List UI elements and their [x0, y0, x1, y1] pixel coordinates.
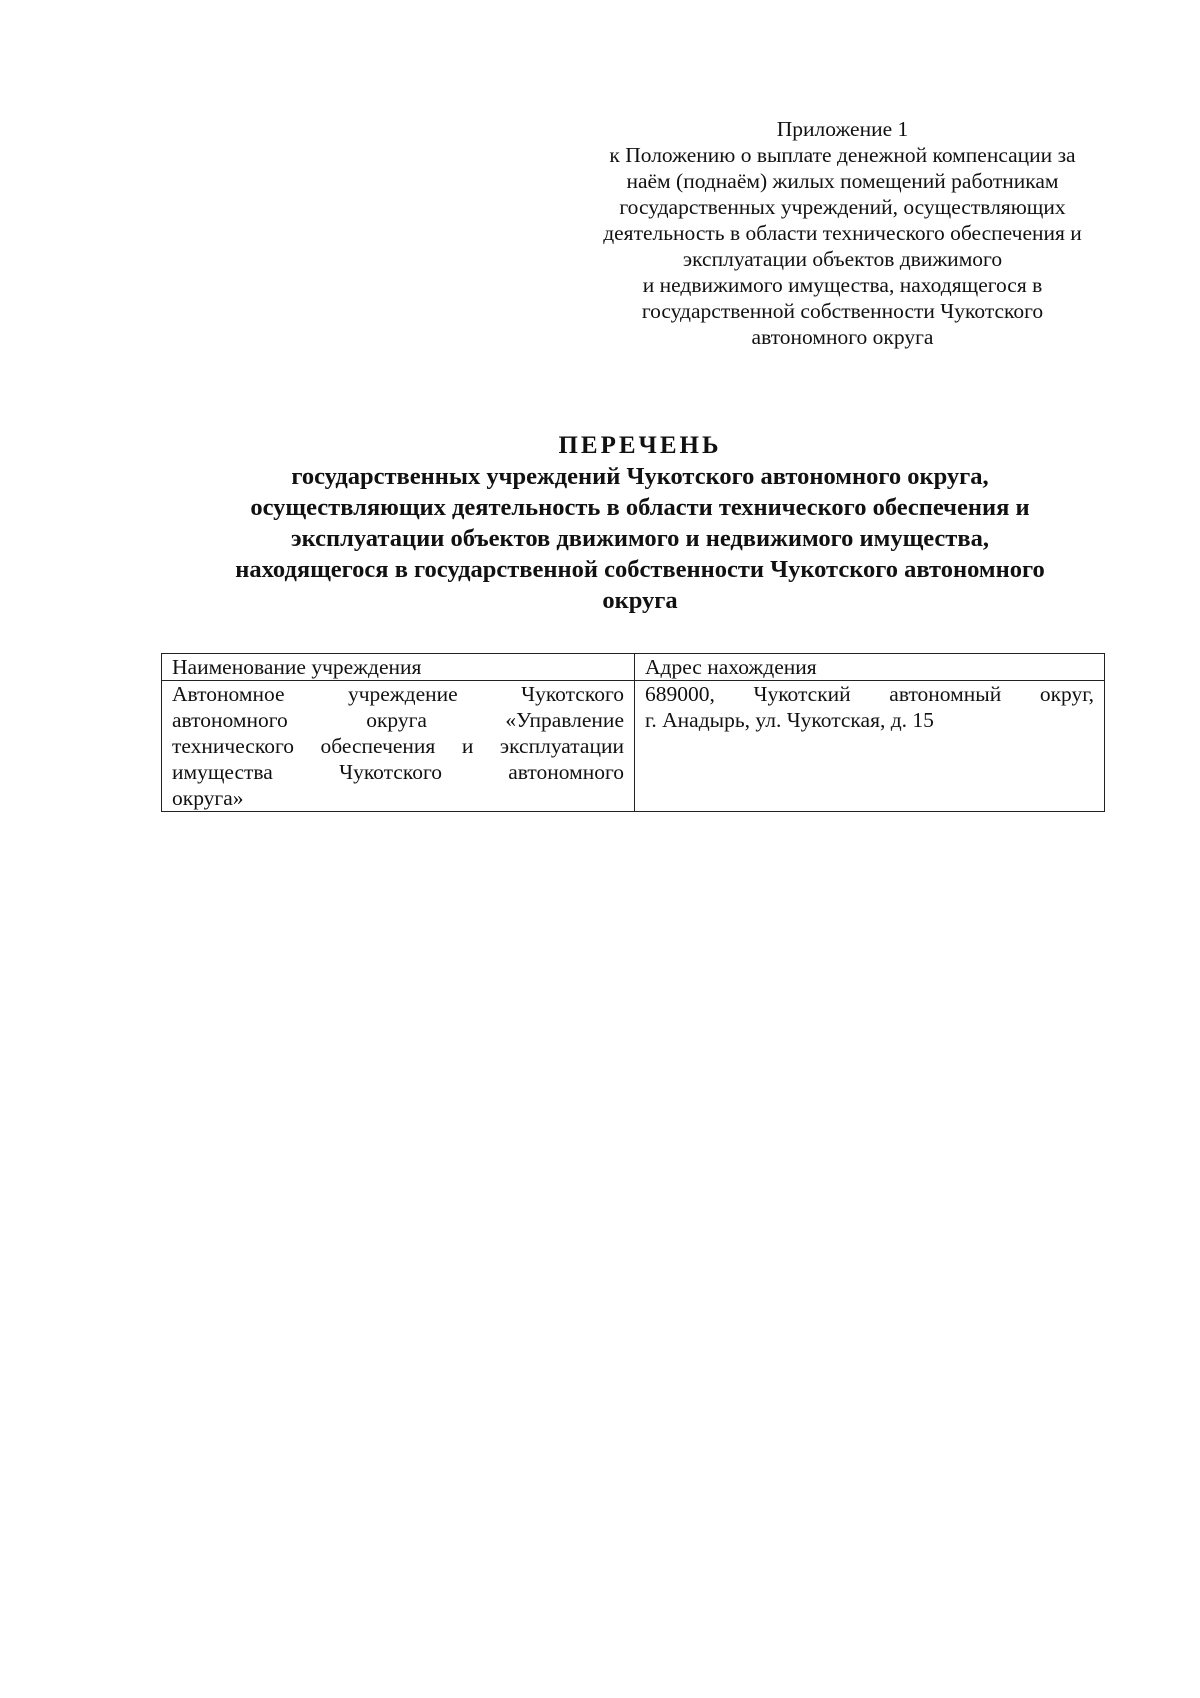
institution-name-cell	[162, 681, 635, 812]
appendix-line: эксплуатации объектов движимого	[682, 247, 1003, 271]
appendix-reference	[570, 116, 1115, 350]
institutions-table	[161, 653, 1105, 812]
appendix-line: деятельность в области технического обеспечения и	[603, 221, 1082, 245]
title-line: находящегося в государственной собственности Чукотского автономного	[235, 556, 1045, 583]
appendix-line: автономного округа	[751, 325, 934, 349]
appendix-line: государственных учреждений, осуществляющих	[619, 195, 1066, 219]
document-title	[160, 430, 1120, 616]
appendix-line: к Положению о выплате денежной компенсации за	[609, 143, 1076, 167]
header-institution-name: Наименование учреждения	[162, 654, 635, 681]
institution-name-line: технического обеспечения и эксплуатации	[172, 734, 624, 758]
title-line: осуществляющих деятельность в области технического обеспечения и	[250, 494, 1030, 521]
appendix-line: наём (поднаём) жилых помещений работникам	[626, 169, 1059, 193]
title-line: округа	[602, 587, 678, 614]
header-address: Адрес нахождения	[635, 654, 1105, 681]
title-line: государственных учреждений Чукотского автономного округа,	[291, 463, 989, 490]
table-header-row	[162, 654, 1105, 681]
address-line: 689000, Чукотский автономный округ,	[645, 682, 1094, 706]
title-heading: ПЕРЕЧЕНЬ	[558, 432, 722, 459]
table-row	[162, 681, 1105, 812]
appendix-number: Приложение 1	[776, 117, 909, 141]
title-line: эксплуатации объектов движимого и недвижимого имущества,	[291, 525, 989, 552]
institution-name-line: Автономное учреждение Чукотского	[172, 682, 624, 706]
address-cell	[635, 681, 1105, 812]
appendix-line: государственной собственности Чукотского	[641, 299, 1044, 323]
institution-name-line: автономного округа «Управление	[172, 708, 624, 732]
appendix-line: и недвижимого имущества, находящегося в	[642, 273, 1043, 297]
address-line: г. Анадырь, ул. Чукотская, д. 15	[645, 708, 934, 732]
institution-name-line: округа»	[172, 786, 244, 810]
institution-name-line: имущества Чукотского автономного	[172, 760, 624, 784]
